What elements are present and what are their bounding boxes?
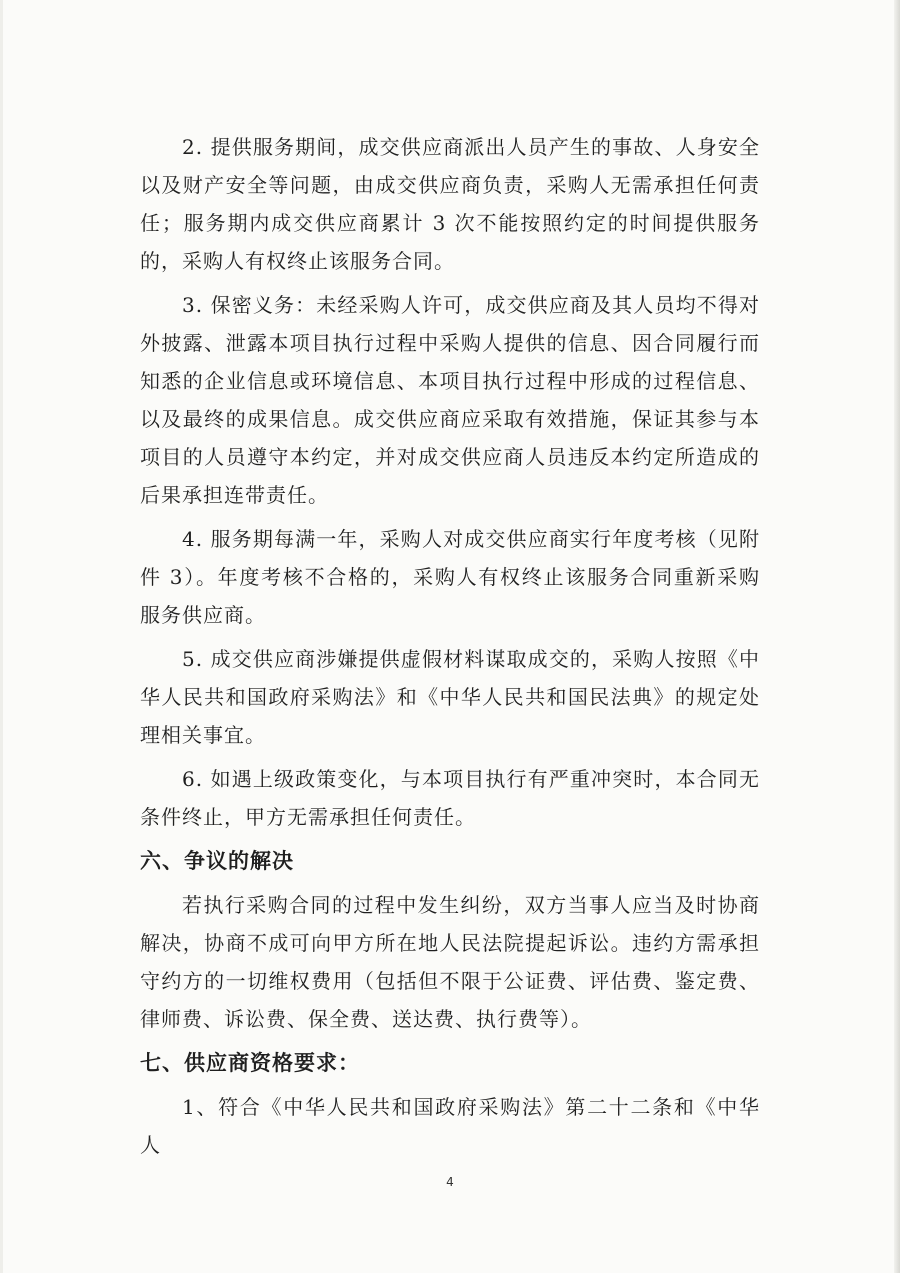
qualification-1-paragraph: 1、符合《中华人民共和国政府采购法》第二十二条和《中华人	[140, 1095, 760, 1157]
section-6-heading: 六、争议的解决	[140, 848, 294, 873]
scan-edge-left	[0, 0, 3, 1273]
clause-4-paragraph: 4. 服务期每满一年，采购人对成交供应商实行年度考核（见附件 3）。年度考核不合格的，采购人有权终止该服务合同重新采购服务供应商。	[140, 527, 760, 627]
dispute-paragraph: 若执行采购合同的过程中发生纠纷，双方当事人应当及时协商解决，协商不成可向甲方所在地人民法院提起诉讼。违约方需承担守约方的一切维权费用（包括但不限于公证费、评估费、鉴定费、律师费、诉讼费、保全费、送达费、执行费等）。	[140, 893, 760, 1031]
clause-2-paragraph: 2. 提供服务期间，成交供应商派出人员产生的事故、人身安全以及财产安全等问题，由成交供应商负责，采购人无需承担任何责任；服务期内成交供应商累计 3 次不能按照约定的时间提供服务的，采购人有权终止该服务合同。	[140, 135, 760, 273]
page-number: 4	[446, 1175, 454, 1189]
clause-5-paragraph: 5. 成交供应商涉嫌提供虚假材料谋取成交的，采购人按照《中华人民共和国政府采购法》和《中华人民共和国民法典》的规定处理相关事宜。	[140, 647, 760, 747]
section-7-heading: 七、供应商资格要求：	[140, 1050, 360, 1075]
clause-3-paragraph: 3. 保密义务：未经采购人许可，成交供应商及其人员均不得对外披露、泄露本项目执行过程中采购人提供的信息、因合同履行而知悉的企业信息或环境信息、本项目执行过程中形成的过程信息、以及最终的成果信息。成交供应商应采取有效措施，保证其参与本项目的人员遵守本约定，并对成交供应商人员违反本约定所造成的后果承担连带责任。	[140, 293, 760, 507]
clause-6-paragraph: 6. 如遇上级政策变化，与本项目执行有严重冲突时，本合同无条件终止，甲方无需承担任何责任。	[140, 767, 760, 829]
document-body	[140, 128, 760, 1164]
scan-edge-right	[894, 0, 900, 1273]
